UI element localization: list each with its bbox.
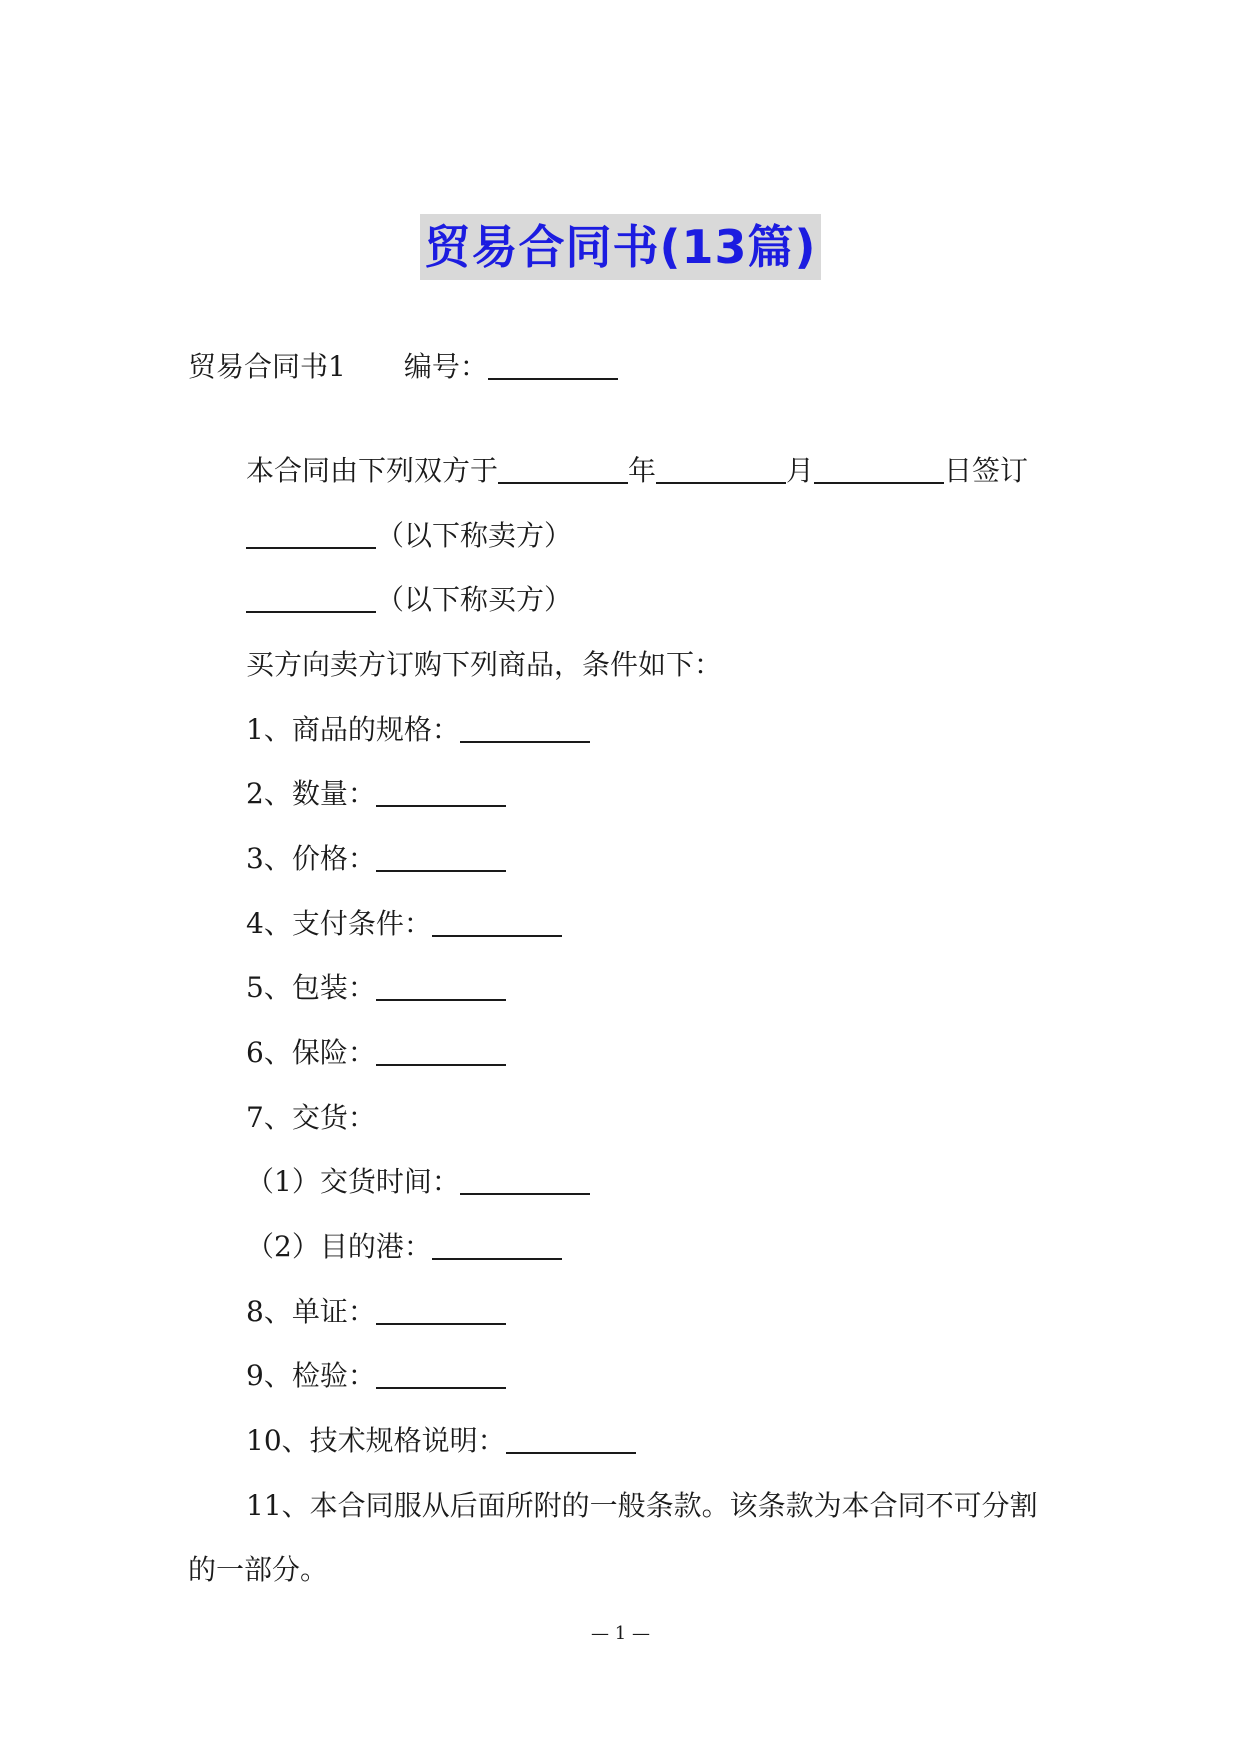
- intro-prefix: 本合同由下列双方于: [246, 454, 499, 487]
- item-technical-spec: [246, 1421, 636, 1461]
- item-blank: [376, 1293, 506, 1325]
- seller-line: [246, 516, 572, 556]
- item-blank: [460, 711, 590, 743]
- number-label: 编号：: [403, 350, 488, 383]
- item-blank: [506, 1422, 636, 1454]
- item-label: 7、交货：: [246, 1101, 376, 1134]
- item-label: （1）交货时间：: [246, 1165, 460, 1198]
- item-insurance: [246, 1033, 506, 1073]
- item-delivery-time: [246, 1162, 590, 1202]
- item-blank: [432, 905, 562, 937]
- item-label: 8、单证：: [246, 1295, 376, 1328]
- item-label: 6、保险：: [246, 1036, 376, 1069]
- item-delivery: [246, 1098, 376, 1138]
- item-documents: [246, 1292, 506, 1332]
- item-label: 4、支付条件：: [246, 907, 432, 940]
- month-label: 月: [786, 454, 815, 487]
- day-signed-label: 日签订: [944, 454, 1029, 487]
- buyer-label: （以下称买方）: [376, 583, 573, 616]
- number-blank: [488, 348, 618, 380]
- item-blank: [376, 969, 506, 1001]
- year-label: 年: [628, 454, 657, 487]
- contract-heading-line: [188, 347, 618, 387]
- contract-heading: 贸易合同书1: [188, 350, 346, 383]
- buyer-line: [246, 580, 572, 620]
- intro-line: [246, 451, 1028, 491]
- title-container: [0, 214, 1241, 280]
- seller-label: （以下称卖方）: [376, 519, 573, 552]
- clause-11-line-1: 11、本合同服从后面所附的一般条款。该条款为本合同不可分割: [246, 1489, 1038, 1522]
- clause-11-line-2: 的一部分。: [188, 1553, 329, 1586]
- item-label: 5、包装：: [246, 971, 376, 1004]
- document-title: 贸易合同书(13篇): [420, 214, 820, 280]
- item-blank: [376, 1357, 506, 1389]
- item-payment: [246, 904, 562, 944]
- order-sentence: 买方向卖方订购下列商品，条件如下：: [246, 648, 723, 681]
- item-spec: [246, 710, 590, 750]
- item-label: 9、检验：: [246, 1359, 376, 1392]
- item-label: 1、商品的规格：: [246, 713, 460, 746]
- item-label: （2）目的港：: [246, 1230, 432, 1263]
- item-inspection: [246, 1356, 506, 1396]
- item-blank: [376, 775, 506, 807]
- item-destination-port: [246, 1227, 562, 1267]
- seller-blank: [246, 517, 376, 549]
- item-label: 3、价格：: [246, 842, 376, 875]
- day-blank: [814, 452, 944, 484]
- item-label: 10、技术规格说明：: [246, 1424, 506, 1457]
- item-blank: [432, 1228, 562, 1260]
- year-blank: [498, 452, 628, 484]
- buyer-blank: [246, 581, 376, 613]
- item-packing: [246, 968, 506, 1008]
- item-price: [246, 839, 506, 879]
- month-blank: [656, 452, 786, 484]
- item-blank: [376, 840, 506, 872]
- item-quantity: [246, 774, 506, 814]
- item-blank: [376, 1034, 506, 1066]
- item-label: 2、数量：: [246, 777, 376, 810]
- item-blank: [460, 1163, 590, 1195]
- page-number: — 1 —: [591, 1623, 650, 1644]
